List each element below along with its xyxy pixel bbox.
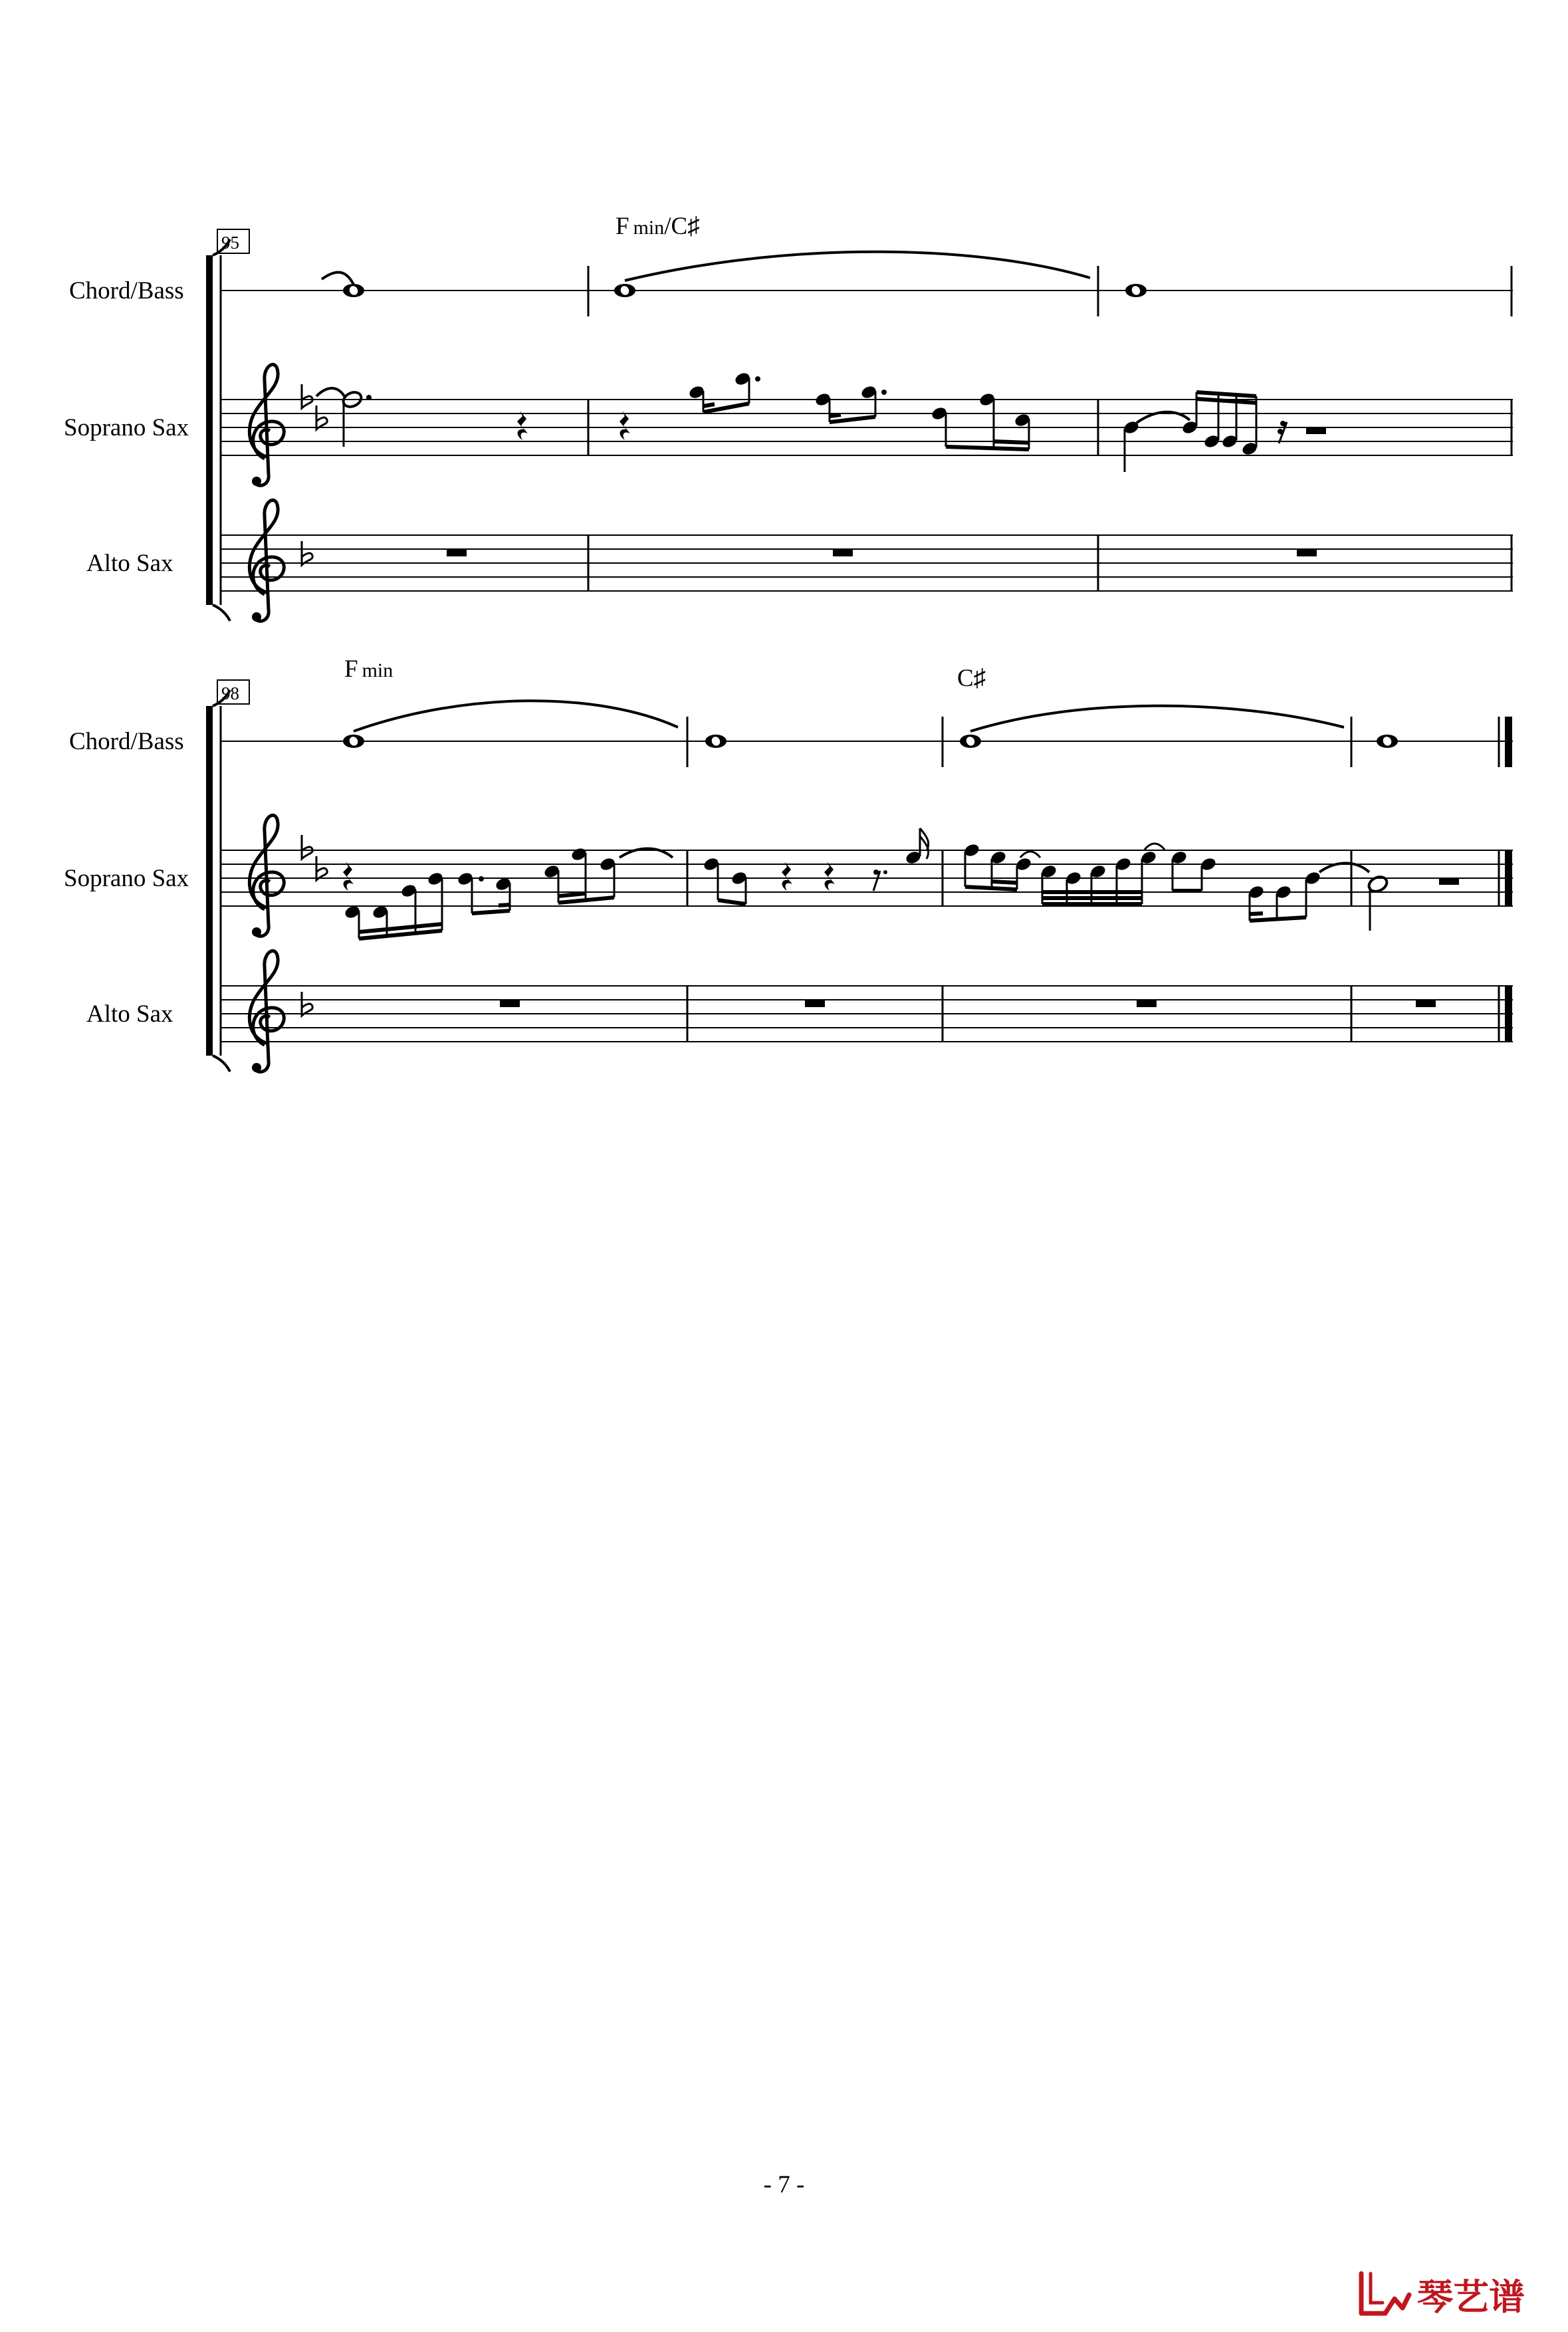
half-note: [1367, 874, 1389, 931]
page-number: - 7 -: [763, 2171, 805, 2198]
watermark-text: 琴艺谱: [1417, 2276, 1525, 2318]
treble-clef-icon: [249, 951, 284, 1072]
measure-number: 95: [221, 233, 239, 253]
chord-symbol: F min: [344, 655, 393, 683]
quarter-rest: [619, 411, 630, 440]
chord-symbol: F min/C♯: [616, 213, 700, 240]
treble-clef-icon: [249, 500, 284, 622]
note-group: [1040, 844, 1165, 904]
barlines: [687, 717, 1499, 1042]
note-group: [931, 392, 1032, 449]
chord-symbol: C♯: [957, 665, 986, 692]
whole-rest: [805, 1000, 825, 1007]
slur: [625, 252, 1090, 281]
alto-sax-staff: [221, 986, 1513, 1042]
whole-note: [343, 735, 364, 748]
barlines: [588, 266, 1512, 591]
note-group: [703, 856, 748, 904]
whole-rest: [500, 1000, 520, 1007]
system-2: [206, 655, 1513, 1072]
quarter-rest: [782, 862, 792, 891]
whole-rest: [1416, 1000, 1436, 1007]
whole-note: [614, 284, 635, 297]
flat-icon: [302, 541, 312, 565]
system-1: [206, 213, 1513, 622]
whole-note: [1125, 284, 1147, 297]
flat-icon: [316, 856, 327, 880]
instrument-label: Chord/Bass: [69, 277, 184, 304]
slur: [970, 706, 1344, 731]
half-rest: [1306, 427, 1326, 434]
note-group: [688, 371, 760, 412]
note-group: [344, 871, 445, 939]
whole-rest: [833, 549, 853, 556]
whole-note: [960, 735, 981, 748]
note-group: [543, 846, 673, 903]
system-bracket: [206, 706, 213, 1056]
final-barline: [1505, 717, 1512, 1042]
instrument-label: Chord/Bass: [69, 728, 184, 755]
treble-clef-icon: [249, 815, 284, 937]
dotted-eighth-rest: [873, 870, 887, 891]
slur: [354, 701, 678, 731]
tie: [322, 273, 354, 285]
half-rest: [1439, 878, 1459, 885]
flat-icon: [302, 835, 312, 859]
quarter-rest: [517, 411, 528, 440]
note-group: [1171, 850, 1218, 891]
whole-rest: [1297, 549, 1317, 556]
instrument-label: Alto Sax: [86, 1000, 173, 1028]
whole-rest: [447, 549, 467, 556]
measure-number: 98: [221, 683, 239, 703]
quarter-rest: [824, 862, 835, 891]
instrument-label: Alto Sax: [86, 550, 173, 577]
whole-rest: [1137, 1000, 1157, 1007]
instrument-label: Soprano Sax: [64, 865, 189, 892]
whole-note: [705, 735, 727, 748]
alto-sax-staff: [221, 535, 1513, 591]
sixteenth-rest: [1278, 421, 1287, 443]
sixteenth-note: [905, 828, 929, 866]
quarter-rest: [343, 862, 354, 891]
dotted-half-note: [341, 390, 372, 447]
note-group: [814, 384, 887, 422]
tie: [316, 388, 344, 396]
flat-icon: [302, 384, 312, 408]
treble-clef-icon: [249, 364, 284, 486]
note-group: [1123, 392, 1259, 472]
logo-icon: [1361, 2274, 1409, 2313]
watermark-logo: [1356, 2268, 1555, 2321]
whole-note: [343, 284, 364, 297]
flat-icon: [302, 992, 312, 1016]
system-bracket: [206, 255, 213, 605]
whole-note: [1377, 735, 1398, 748]
flat-icon: [316, 406, 327, 429]
note-group: [963, 842, 1040, 889]
instrument-label: Soprano Sax: [64, 414, 189, 441]
